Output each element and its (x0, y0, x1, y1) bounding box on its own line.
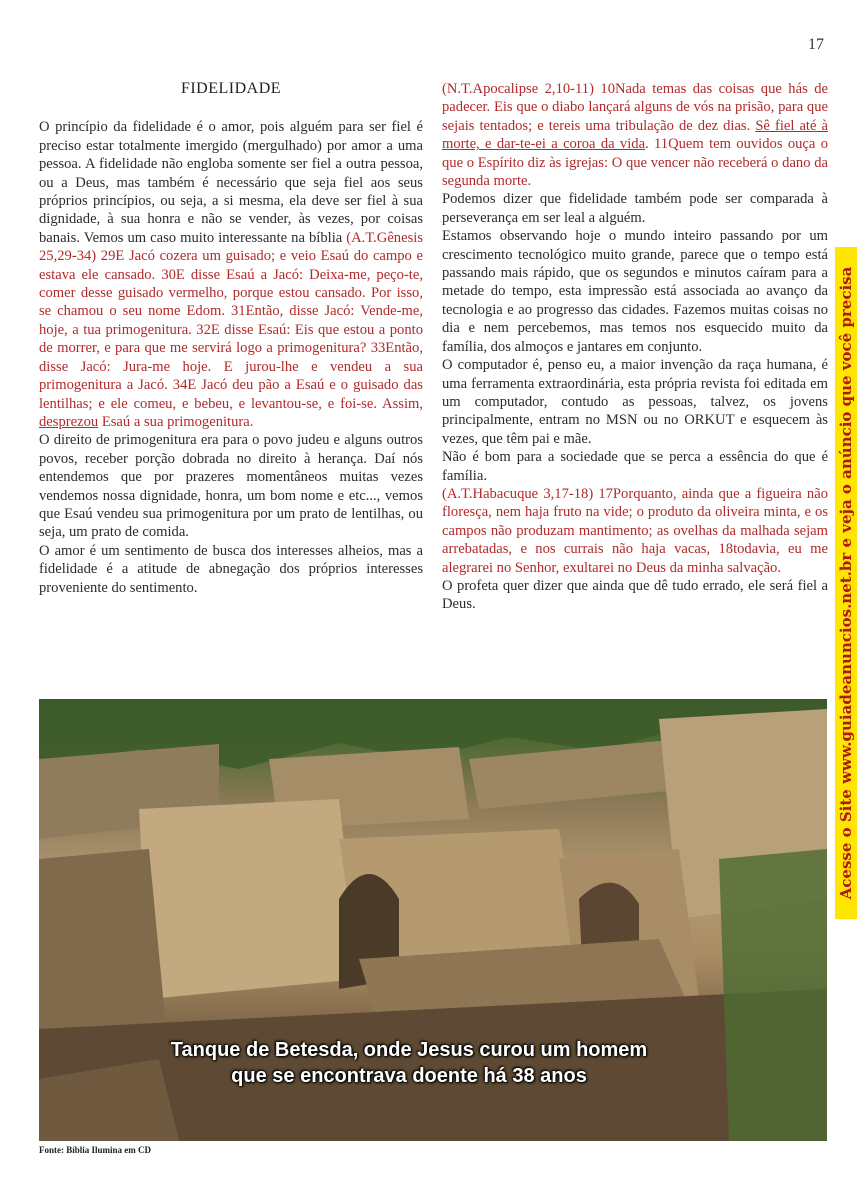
apocalipse-quote-underlined: Sê fiel até à morte, e dar-te-ei a coroa da vida (442, 117, 828, 153)
apocalipse-quote: (N.T.Apocalipse 2,10-11) 10Nada temas das coisas que hás de padecer. Eis que o diabo lançará alguns de vós na prisão, para que sejais tentados; e tereis uma tribulação de dez dias. (442, 81, 828, 134)
paragraph-apocalipse (442, 80, 828, 190)
photo-source: Fonte: Bíblia Ilumina em CD (39, 1145, 152, 1155)
paragraph-amor: O amor é um sentimento de busca dos interesses alheios, mas a fidelidade é a atitude de abnegação dos próprios interesses proveniente do sentimento. (39, 542, 423, 596)
apocalipse-quote-end: . 11Quem tem ouvidos ouça o que o Espírito diz às igrejas: O que vencer não receberá o dano da segunda morte. (442, 136, 828, 190)
paragraph-computador: O computador é, penso eu, a maior invenção da raça humana, é uma ferramenta extraordinária, esta própria revista foi editada em um computador, contudo as pessoas, talvez, os jovens principalmente, entram no MSN ou no ORKUT e esquecem às vezes, que têm pai e mãe. (442, 357, 828, 447)
sidebar-ad-text[interactable]: Acesse o Site www.guiadeanuncios.net.br e veja o anúncio que você precisa (837, 266, 855, 900)
paragraph-tecnologia: Estamos observando hoje o mundo inteiro passando por um crescimento tecnológico muito grande, parece que o tempo está passando mais rápido, que os segundos e minutos caíram para a metade do tempo, esta impressão está associada ao avanço da tecnologia e ao progresso das cidades. Fazemos muitas coisas no dia e nem percebemos, mas temos nos esquecido muito da família, dos almoços e jantares em conjunto. (442, 228, 828, 355)
paragraph-primogenitura: O direito de primogenitura era para o povo judeu e alguns outros povos, receber porção dobrada no direito à herança. Daí nós entendemos que por prazeres momentâneos muitas vezes vendemos nossa dignidade, honra, um bom nome e etc..., vemos que Esaú vendeu sua primogenitura por um prato de lentilhas, ou seja, um prato de comida. (39, 432, 423, 541)
paragraph-intro (39, 118, 423, 431)
paragraph-perseveranca: Podemos dizer que fidelidade também pode ser comparada à perseverança em ser leal a alguém. (442, 191, 828, 226)
photo-caption-line1: Tanque de Betesda, onde Jesus curou um homem (170, 1039, 648, 1061)
bethesda-pool-photo (39, 699, 827, 1141)
article-title: FIDELIDADE (180, 80, 282, 97)
photo-caption (159, 1037, 659, 1089)
habacuque-quote: (A.T.Habacuque 3,17-18) 17Porquanto, ainda que a figueira não floresça, nem haja fruto na vide; o produto da oliveira minta, e os campos não produzam mantimento; as ovelhas da malhada sejam arrebatadas, e nos currais não haja vacas, 18todavia, eu me alegrarei no Senhor, exultarei no Deus da minha salvação. (442, 485, 828, 576)
page-number: 17 (808, 36, 824, 53)
paragraph-familia: Não é bom para a sociedade que se perca a essência do que é família. (442, 449, 828, 484)
genesis-quote-underlined: desprezou (39, 413, 99, 430)
intro-text: O princípio da fidelidade é o amor, pois alguém para ser fiel é preciso estar totalmente imergido (mergulhado) por amor a uma pessoa. A fidelidade não engloba somente ser fiel a outra pessoa, ou a Deus, mas também é necessário que seja fiel aos seus próprios princípios, ou seja, a si mesma, ela deve ser fiel à sua dignidade, à sua honra e não se vender, às vezes, por coisas banais. Vemos um caso muito interessante na bíblia (39, 119, 423, 246)
article-right-column (442, 80, 828, 614)
genesis-quote-end: Esaú a sua primogenitura. (98, 413, 254, 430)
photo-caption-line2: que se encontrava doente há 38 anos (231, 1065, 587, 1087)
paragraph-profeta: O profeta quer dizer que ainda que dê tudo errado, ele será fiel a Deus. (442, 577, 828, 613)
article-left-column (39, 80, 423, 597)
genesis-quote: (A.T.Gênesis 25,29-34) 29E Jacó cozera um guisado; e veio Esaú do campo e estava ele cansado. 30E disse Esaú a Jacó: Deixa-me, peço-te, comer desse guisado vermelho, porque estou cansado. Por isso, se chamou o seu nome Edom. 31Então, disse Jacó: Vende-me, hoje, a tua primogenitura. 32E disse Esaú: Eis que estou a ponto de morrer, e para que me servirá logo a primogenitura? 33Então, disse Jacó: Jura-me hoje. E jurou-lhe e vendeu a sua primogenitura a Jacó. 34E Jacó deu pão a Esaú e o guisado das lentilhas; e ele comeu, e bebeu, e levantou-se, e foi-se. Assim, (39, 229, 423, 412)
